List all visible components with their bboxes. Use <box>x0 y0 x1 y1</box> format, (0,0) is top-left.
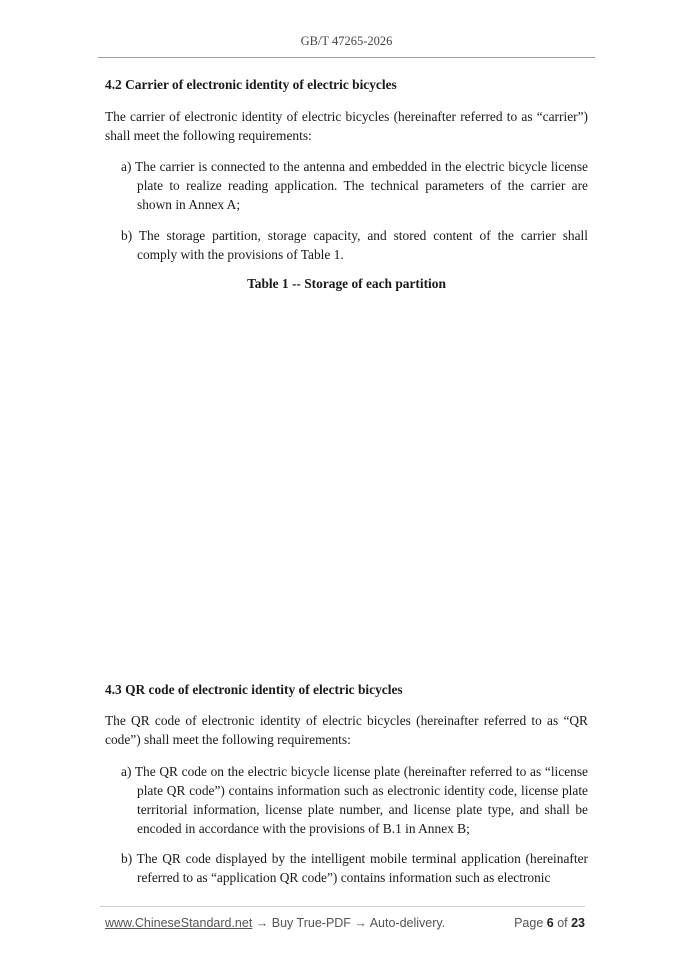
table-1-caption: Table 1 -- Storage of each partition <box>247 276 446 291</box>
page-word: Page <box>514 916 547 930</box>
page-total: 23 <box>571 916 585 930</box>
page-number <box>514 916 585 930</box>
page-footer <box>105 916 585 934</box>
section-4-3-intro: The QR code of electronic identity of electric bicycles (hereinafter referred to as “QR code”) shall meet the following requirements: <box>105 713 588 747</box>
site-link[interactable]: www.ChineseStandard.net <box>105 916 253 930</box>
footer-tagline: → Buy True-PDF → Auto-delivery. <box>252 916 446 930</box>
page-of: of <box>553 916 572 930</box>
page-current: 6 <box>546 916 554 930</box>
section-4-2-heading: 4.2 Carrier of electronic identity of electric bicycles <box>105 77 397 92</box>
footer-divider <box>100 906 585 907</box>
footer-promo <box>105 916 445 930</box>
section-4-2-item-b: b) The storage partition, storage capacity, and stored content of the carrier shall comply with the provisions of Table 1. <box>121 228 588 262</box>
section-4-3-heading: 4.3 QR code of electronic identity of electric bicycles <box>105 682 403 697</box>
document-code: GB/T 47265-2026 <box>300 34 393 48</box>
section-4-3-item-a: a) The QR code on the electric bicycle license plate (hereinafter referred to as “license plate QR code”) contains information such as electronic identity code, license plate territorial information, license plate number, and license plate type, and shall be encoded in accordance with the provisions of B.1 in Annex B; <box>121 764 588 836</box>
header-divider <box>98 57 595 58</box>
section-4-3-item-b: b) The QR code displayed by the intelligent mobile terminal application (hereinafter referred to as “application QR code”) contains information such as electronic <box>121 851 588 885</box>
section-4-2-item-a: a) The carrier is connected to the antenna and embedded in the electric bicycle license plate to realize reading application. The technical parameters of the carrier are shown in Annex A; <box>121 159 588 212</box>
section-4-2-intro: The carrier of electronic identity of electric bicycles (hereinafter referred to as “carrier”) shall meet the following requirements: <box>105 109 588 143</box>
